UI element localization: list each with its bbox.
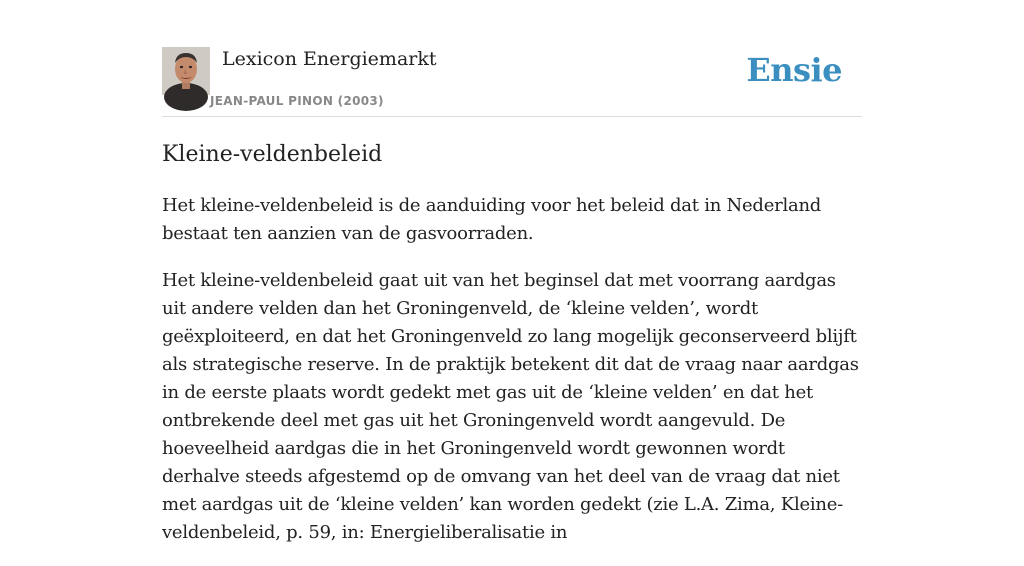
article-paragraph: Het kleine-veldenbeleid is de aanduiding voor het beleid dat in Nederland bestaat ten aanzien van de gasvoorraden.: [162, 195, 822, 244]
article-paragraph: Het kleine-veldenbeleid gaat uit van het beginsel dat met voorrang aardgas uit andere velden dan het Groningenveld, de ‘kleine velden’, wordt geëxploiteerd, en dat het Groningenveld zo lang mogelijk geconserveerd blijft als strategische reserve. In de praktijk betekent dit dat de vraag naar aardgas in de eerste plaats wordt gedekt met gas uit de ‘kleine velden’ en dat het ontbrekende deel met gas uit het Groningenveld wordt aangevuld. De hoeveelheid aardgas die in het Groningenveld wordt gewonnen wordt derhalve steeds afgestemd op de omvang van het deel van de vraag dat niet met aardgas uit de ‘kleine velden’ kan worden gedekt (zie L.A. Zima, Kleine-veldenbeleid, p. 59, in: Energieliberalisatie in: [162, 270, 859, 543]
author-portrait-icon: [162, 47, 210, 95]
author-name: JEAN-PAUL PINON (2003): [210, 94, 384, 108]
article-body: [162, 192, 862, 566]
author-avatar[interactable]: [162, 47, 210, 95]
page: [162, 0, 862, 543]
book-title[interactable]: Lexicon Energiemarkt: [222, 48, 437, 70]
article-title: Kleine-veldenbeleid: [162, 142, 383, 167]
brand-logo[interactable]: Ensie: [746, 51, 842, 89]
header: [162, 0, 862, 117]
